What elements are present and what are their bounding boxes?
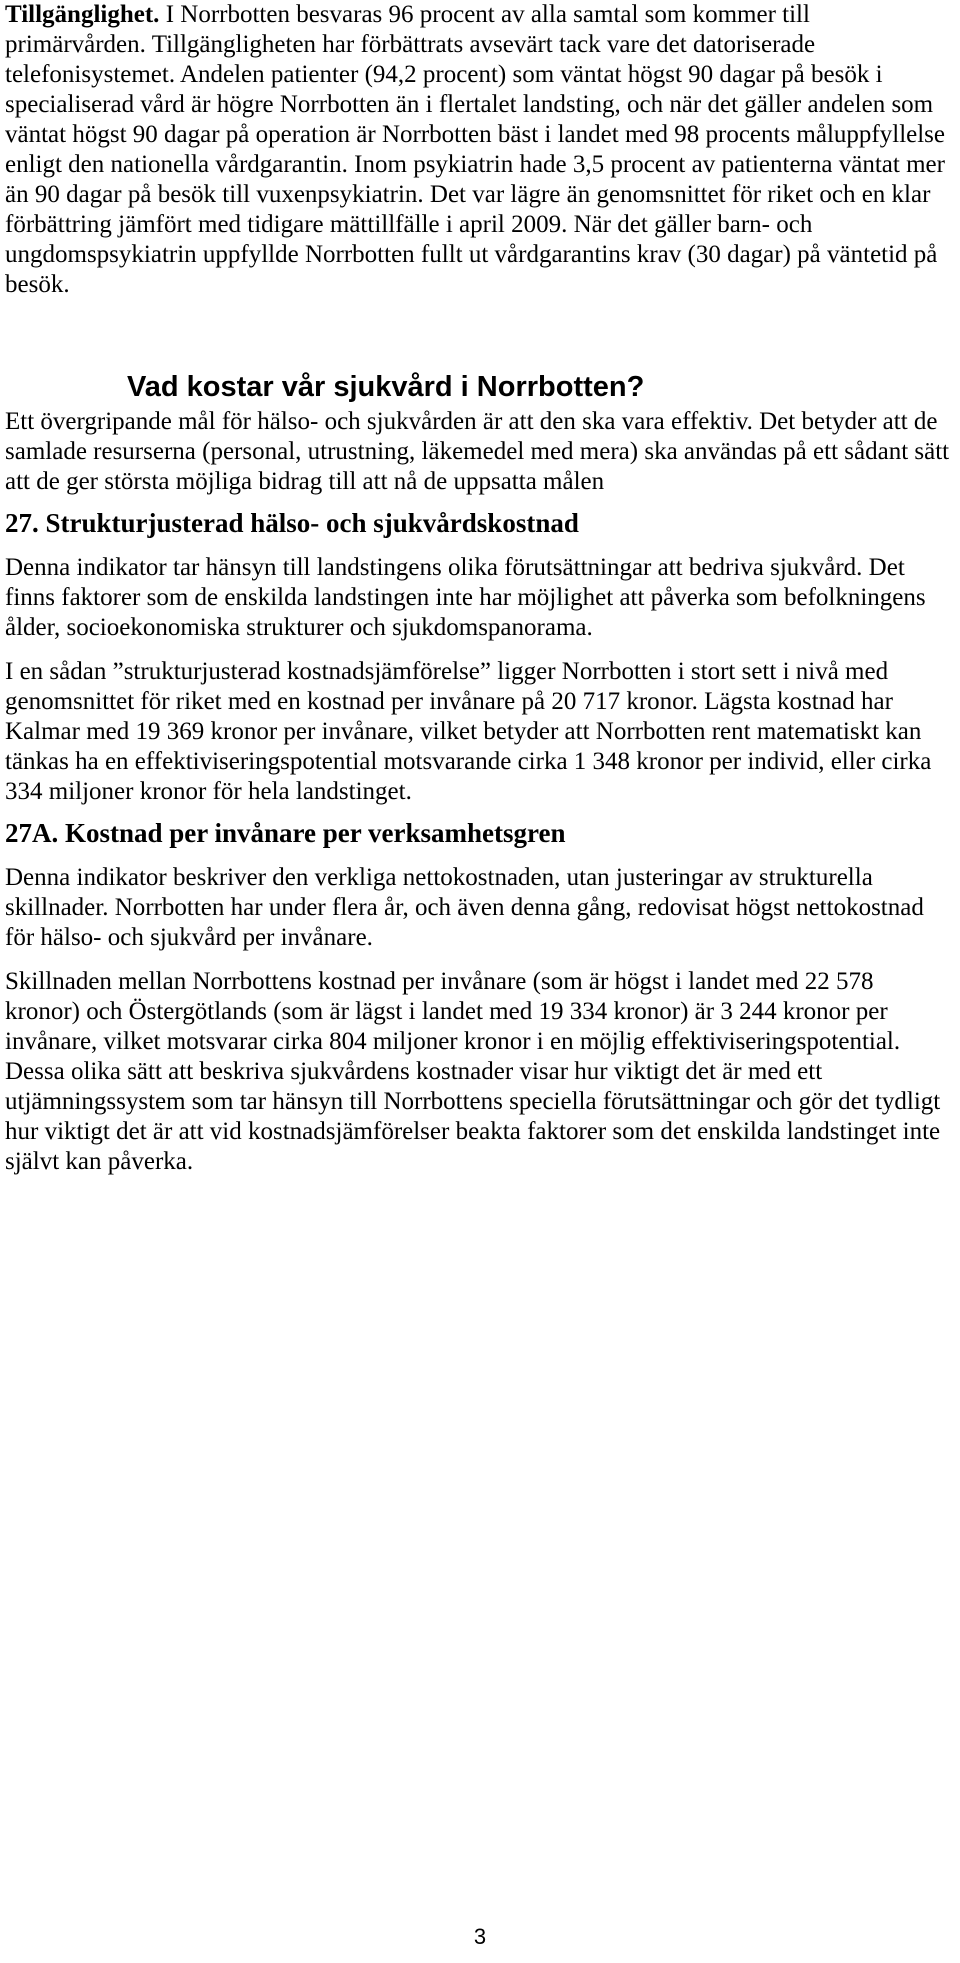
- document-page: [5, 0, 950, 1177]
- paragraph-indicator-27-description: Denna indikator tar hänsyn till landstingens olika förutsättningar att bedriva sjukvård. Det finns faktorer som de enskilda landstingen inte har möjlighet att påverka som befolkningens ålder, socioekonomiska strukturer och sjukdomspanorama.: [5, 554, 926, 641]
- heading-indicator-27: 27. Strukturjusterad hälso- och sjukvårdskostnad: [5, 508, 579, 538]
- paragraph-structural-comparison: I en sådan ”strukturjusterad kostnadsjämförelse” ligger Norrbotten i stort sett i nivå med genomsnittet för riket med en kostnad per invånare på 20 717 kronor. Lägsta kostnad har Kalmar med 19 369 kronor per invånare, vilket betyder att Norrbotten rent matematiskt kan tänkas ha en effektiviseringspotential motsvarande cirka 1 348 kronor per individ, eller cirka 334 miljoner kronor för hela landstinget.: [5, 658, 932, 805]
- paragraph-cost-difference: Skillnaden mellan Norrbottens kostnad per invånare (som är högst i landet med 22 578 kronor) och Östergötlands (som är lägst i landet med 19 334 kronor) är 3 244 kronor per invånare, vilket motsvarar cirka 804 miljoner kronor i en möjlig effektiviseringspotential. Dessa olika sätt att beskriva sjukvårdens kostnader visar hur viktigt det är med ett utjämningssystem som tar hänsyn till Norrbottens speciella förutsättningar och gör det tydligt hur viktigt det är att vid kostnadsjämförelser beakta faktorer som det enskilda landstinget inte självt kan påverka.: [5, 968, 941, 1175]
- paragraph-accessibility-text: I Norrbotten besvaras 96 procent av alla samtal som kommer till primärvården. Tillgängligheten har förbättrats avsevärt tack vare det datoriserade telefonisystemet. Andelen patienter (94,2 procent) som väntat högst 90 dagar på besök i specialiserad vård är högre Norrbotten än i flertalet landsting, och när det gäller andelen som väntat högst 90 dagar på operation är Norrbotten bäst i landet med 98 procents måluppfyllelse enligt den nationella vårdgarantin. Inom psykiatrin hade 3,5 procent av patienterna väntat mer än 90 dagar på besök till vuxenpsykiatrin. Det var lägre än genomsnittet för riket och en klar förbättring jämfört med tidigare mättillfälle i april 2009. När det gäller barn- och ungdomspsykiatrin uppfyllde Norrbotten fullt ut vårdgarantins krav (30 dagar) på väntetid på besök.: [5, 1, 946, 298]
- paragraph-indicator-27a-description: Denna indikator beskriver den verkliga nettokostnaden, utan justeringar av strukturella skillnader. Norrbotten har under flera år, och även denna gång, redovisat högst nettokostnad för hälso- och sjukvård per invånare.: [5, 864, 924, 951]
- heading-indicator-27a: 27A. Kostnad per invånare per verksamhetsgren: [5, 818, 566, 848]
- section-heading: Vad kostar vår sjukvård i Norrbotten?: [127, 371, 645, 403]
- paragraph-efficiency-goal: Ett övergripande mål för hälso- och sjukvården är att den ska vara effektiv. Det betyder att de samlade resurserna (personal, utrustning, läkemedel med mera) ska användas på ett sådant sätt att de ger största möjliga bidrag till att nå de uppsatta målen: [5, 408, 950, 495]
- paragraph-accessibility: [5, 0, 950, 300]
- paragraph-lead-term: Tillgänglighet.: [5, 1, 160, 28]
- page-number: 3: [473, 1924, 487, 1949]
